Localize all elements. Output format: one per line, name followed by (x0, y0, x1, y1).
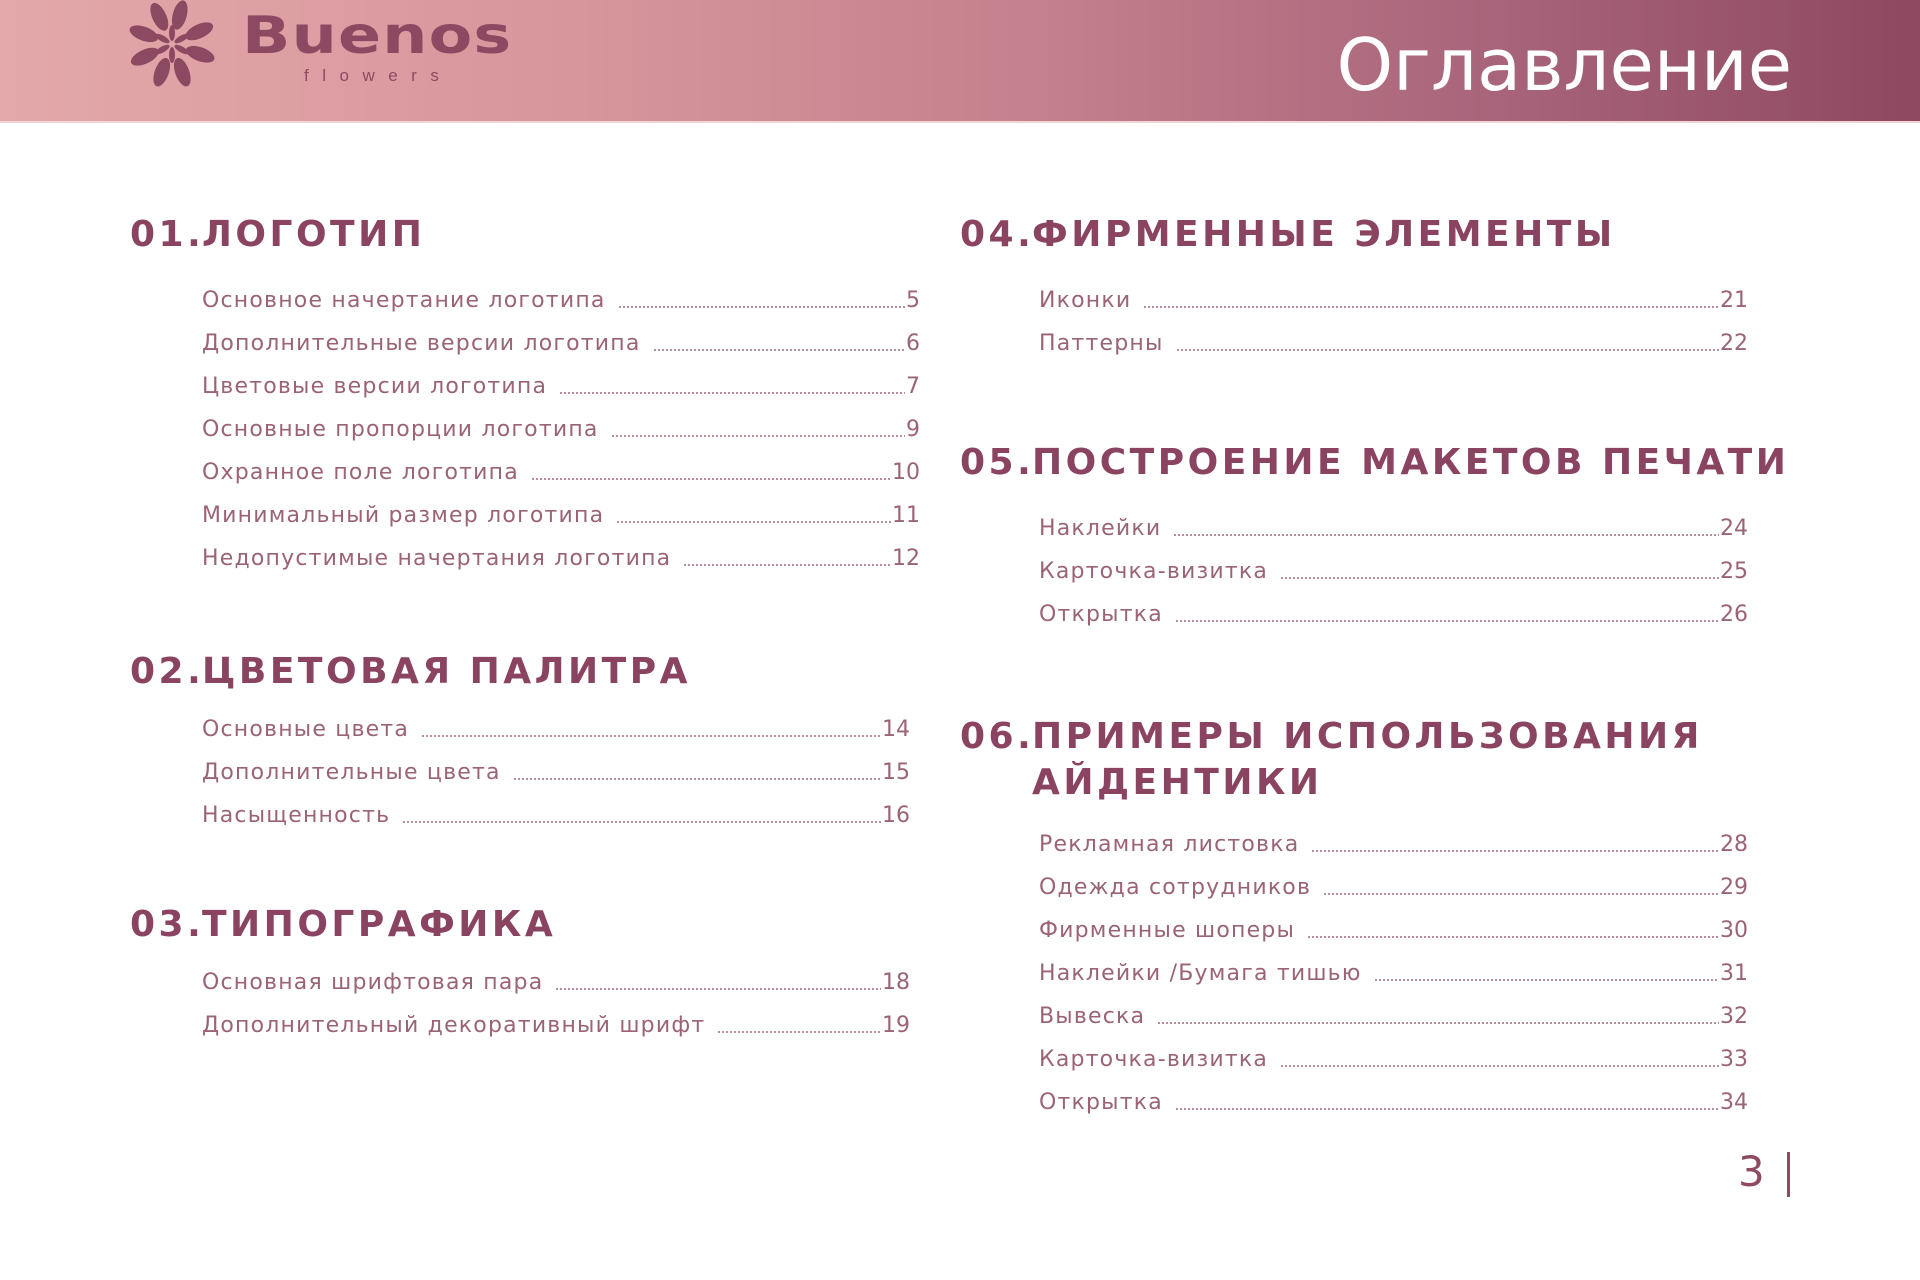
toc-item-label: Иконки (1039, 288, 1132, 313)
toc-item-label: Основная шрифтовая пара (202, 970, 544, 995)
toc-item-page: 30 (1720, 918, 1748, 943)
flower-logo-icon (126, 0, 218, 88)
section-number: 06. (960, 716, 1035, 757)
toc-item-page: 21 (1720, 288, 1748, 313)
toc-item-label: Фирменные шоперы (1039, 918, 1296, 943)
toc-section-logo (130, 212, 920, 571)
dot-leader (653, 349, 905, 351)
section-heading (960, 440, 1790, 486)
toc-item[interactable] (202, 326, 920, 358)
dot-leader (683, 564, 891, 566)
toc-item-page: 25 (1720, 559, 1748, 584)
toc-item[interactable] (1039, 597, 1748, 629)
toc-item[interactable] (1039, 1042, 1748, 1074)
toc-item-label: Наклейки /Бумага тишью (1039, 961, 1362, 986)
section-title: ФИРМЕННЫЕ ЭЛЕМЕНТЫ (1032, 214, 1616, 255)
toc-section-brand-elements (960, 212, 1748, 356)
toc-item[interactable] (202, 369, 920, 401)
toc-item[interactable] (202, 798, 910, 830)
toc-item-page: 28 (1720, 832, 1748, 857)
toc-item-label: Карточка-визитка (1039, 1047, 1269, 1072)
toc-item-page: 18 (882, 970, 910, 995)
toc-item-page: 29 (1720, 875, 1748, 900)
toc-section-identity-examples (960, 714, 1748, 1115)
section-heading (960, 212, 1748, 258)
toc-item[interactable] (202, 755, 910, 787)
toc-item[interactable] (202, 541, 920, 573)
toc-item-page: 11 (892, 503, 920, 528)
toc-item[interactable] (1039, 956, 1748, 988)
toc-item[interactable] (1039, 511, 1748, 543)
header-banner (0, 0, 1920, 123)
toc-section-typography (130, 902, 910, 1038)
toc-item-page: 5 (906, 288, 920, 313)
dot-leader (616, 521, 891, 523)
section-heading (960, 714, 1748, 806)
toc-item-label: Одежда сотрудников (1039, 875, 1312, 900)
toc-item-label: Охранное поле логотипа (202, 460, 519, 485)
toc-item-label: Карточка-визитка (1039, 559, 1269, 584)
toc-item-page: 9 (906, 417, 920, 442)
toc-item-page: 26 (1720, 602, 1748, 627)
toc-item-page: 7 (906, 374, 920, 399)
dot-leader (1173, 534, 1719, 536)
dot-leader (559, 392, 905, 394)
page-number-divider (1787, 1152, 1790, 1197)
dot-leader (1374, 979, 1719, 981)
toc-item[interactable] (202, 1008, 910, 1040)
toc-item-label: Дополнительные цвета (202, 760, 501, 785)
section-title: ПОСТРОЕНИЕ МАКЕТОВ ПЕЧАТИ (1032, 442, 1790, 483)
toc-item-page: 10 (892, 460, 920, 485)
section-number: 02. (130, 651, 205, 692)
dot-leader (555, 988, 881, 990)
toc-item[interactable] (1039, 999, 1748, 1031)
toc-item-label: Основные цвета (202, 717, 410, 742)
toc-item[interactable] (202, 965, 910, 997)
page-title: Оглавление (1336, 23, 1792, 107)
section-heading (130, 902, 910, 948)
toc-section-palette (130, 649, 910, 828)
dot-leader (531, 478, 891, 480)
toc-item-label: Дополнительный декоративный шрифт (202, 1013, 706, 1038)
toc-item-page: 24 (1720, 516, 1748, 541)
dot-leader (1280, 1065, 1719, 1067)
toc-item[interactable] (202, 498, 920, 530)
dot-leader (402, 821, 881, 823)
brand-logo (126, 0, 526, 100)
toc-item-page: 31 (1720, 961, 1748, 986)
dot-leader (1311, 850, 1719, 852)
toc-item-page: 15 (882, 760, 910, 785)
toc-item-label: Основные пропорции логотипа (202, 417, 599, 442)
section-heading (130, 212, 920, 258)
toc-item-label: Основное начертание логотипа (202, 288, 606, 313)
toc-section-print-layouts (960, 440, 1790, 627)
section-title: ПРИМЕРЫ ИСПОЛЬЗОВАНИЯ АЙДЕНТИКИ (1032, 716, 1703, 803)
toc-item-label: Открытка (1039, 602, 1163, 627)
section-title: ТИПОГРАФИКА (202, 904, 557, 945)
dot-leader (421, 735, 881, 737)
toc-item-label: Открытка (1039, 1090, 1163, 1115)
dot-leader (1157, 1022, 1719, 1024)
section-title: ЛОГОТИП (202, 214, 426, 255)
toc-item[interactable] (1039, 283, 1748, 315)
dot-leader (1307, 936, 1719, 938)
toc-item[interactable] (1039, 827, 1748, 859)
toc-item-label: Вывеска (1039, 1004, 1146, 1029)
toc-item-page: 14 (882, 717, 910, 742)
toc-item[interactable] (1039, 1085, 1748, 1117)
section-heading (130, 649, 910, 695)
section-number: 03. (130, 904, 205, 945)
dot-leader (1280, 577, 1719, 579)
dot-leader (1175, 1108, 1719, 1110)
toc-item[interactable] (202, 412, 920, 444)
toc-item[interactable] (1039, 870, 1748, 902)
dot-leader (1323, 893, 1719, 895)
toc-item[interactable] (202, 712, 910, 744)
toc-item[interactable] (1039, 913, 1748, 945)
toc-item[interactable] (1039, 326, 1748, 358)
toc-item-page: 19 (882, 1013, 910, 1038)
section-number: 05. (960, 442, 1035, 483)
section-number: 04. (960, 214, 1035, 255)
dot-leader (513, 778, 881, 780)
toc-item-label: Цветовые версии логотипа (202, 374, 548, 399)
dot-leader (611, 435, 905, 437)
toc-item-label: Насыщенность (202, 803, 391, 828)
toc-item-page: 32 (1720, 1004, 1748, 1029)
toc-item-page: 12 (892, 546, 920, 571)
toc-item-label: Дополнительные версии логотипа (202, 331, 641, 356)
toc-item-page: 34 (1720, 1090, 1748, 1115)
brand-wordmark: Buenos (242, 6, 513, 66)
toc-item[interactable] (1039, 554, 1748, 586)
dot-leader (618, 306, 905, 308)
toc-item-label: Наклейки (1039, 516, 1162, 541)
brand-tagline: flowers (304, 66, 453, 85)
toc-item-page: 16 (882, 803, 910, 828)
dot-leader (1176, 349, 1719, 351)
toc-item-label: Недопустимые начертания логотипа (202, 546, 672, 571)
section-number: 01. (130, 214, 205, 255)
dot-leader (717, 1031, 881, 1033)
toc-item-label: Рекламная листовка (1039, 832, 1300, 857)
toc-item-page: 22 (1720, 331, 1748, 356)
toc-item[interactable] (202, 283, 920, 315)
dot-leader (1175, 620, 1719, 622)
toc-item-page: 33 (1720, 1047, 1748, 1072)
toc-item-label: Паттерны (1039, 331, 1164, 356)
toc-item[interactable] (202, 455, 920, 487)
toc-item-page: 6 (906, 331, 920, 356)
dot-leader (1143, 306, 1719, 308)
toc-item-label: Минимальный размер логотипа (202, 503, 605, 528)
page-number: 3 (1738, 1147, 1765, 1196)
section-title: ЦВЕТОВАЯ ПАЛИТРА (202, 651, 691, 692)
